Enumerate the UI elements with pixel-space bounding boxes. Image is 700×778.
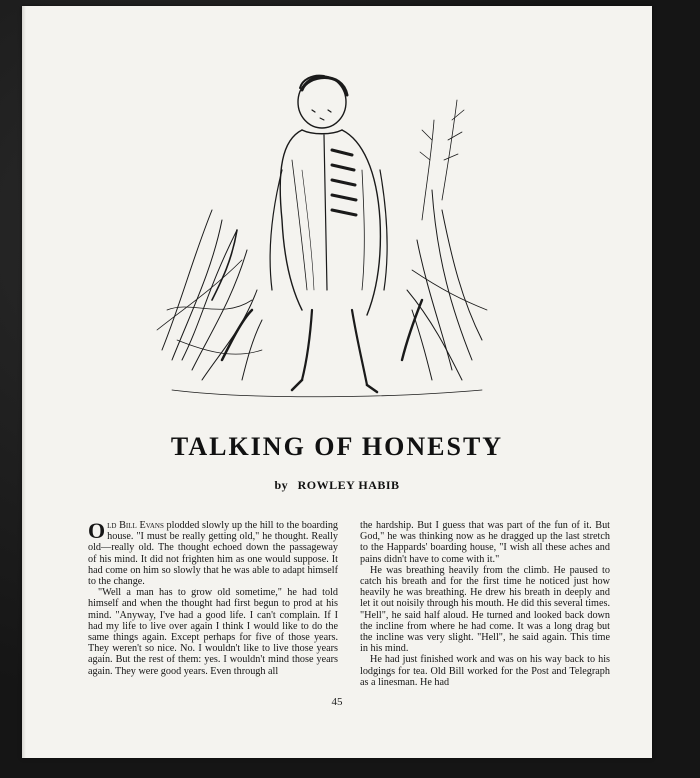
- author-name: ROWLEY HABIB: [297, 478, 400, 492]
- page-number: 45: [331, 696, 343, 708]
- magazine-page: [22, 6, 652, 758]
- byline: [22, 478, 652, 493]
- right-column: [360, 520, 610, 688]
- paragraph: "Well a man has to grow old sometime," he had told himself and when the thought had first begun to prod at his mind. "Anyway, I've had a good life. I can't complain. If I had my life to live over again I think I would like to do the same things again. Except perhaps for five of those years. They weren't so nice. No. I wouldn't like to live those years again. But the rest of them: yes. I wouldn't mind those years again. They were good years. Even through all: [88, 587, 338, 677]
- paragraph: the hardship. But I guess that was part of the fun of it. But God," he was thinking now as he dragged up the last stretch to the Happards' boarding house, "I wish all these aches and pains didn't have to come with it.": [360, 520, 610, 565]
- paragraph-text: plodded slowly up the hill to the boarding house. "I must be really getting old," he thought. Really old—really old. The thought echoed down the passageway of his mind. It did not frighten him as one would suppose. It had come on him so slowly that he was able to adapt himself to the change.: [88, 520, 339, 588]
- article-title: TALKING OF HONESTY: [170, 432, 504, 461]
- article-body: [88, 520, 608, 720]
- byline-prefix: by: [274, 478, 289, 492]
- opening-smallcaps: ld Bill Evans: [107, 520, 164, 531]
- paragraph: [88, 520, 338, 587]
- drop-cap: O: [88, 518, 106, 543]
- pen-sketch-man-in-grass-illustration: [152, 60, 492, 410]
- paragraph: He was breathing heavily from the climb. He paused to catch his breath and for the first time he noticed just how heavily he was breathing. He drew his breath in deeply and let it out noisily through his mouth. He did this several times. "Hell", he said half aloud. He turned and looked back down the incline from where he had come. It was a long drag but the incline was very slight. "Hell", he said again. This time in his mind.: [360, 564, 610, 655]
- left-column: [88, 520, 338, 677]
- paragraph: He had just finished work and was on his way back to his lodgings for tea. Old Bill worked for the Post and Telegraph as a linesman. He had: [360, 654, 610, 688]
- page-edge: [22, 6, 26, 758]
